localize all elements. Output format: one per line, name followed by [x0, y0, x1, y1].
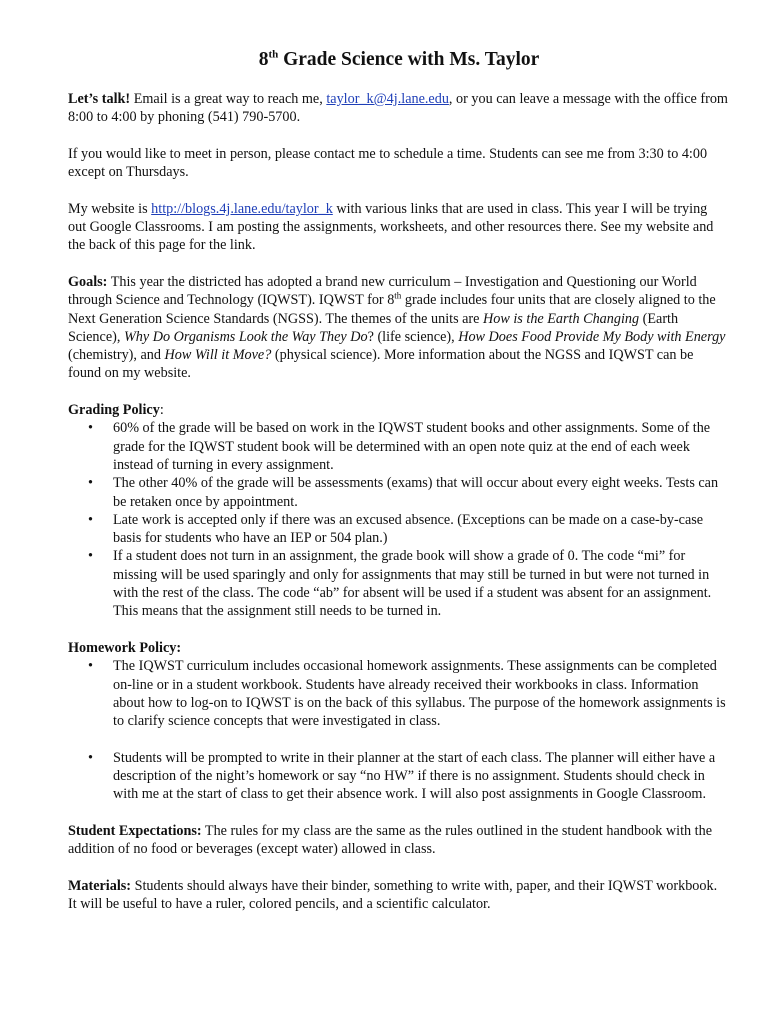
- bullet-icon: •: [88, 749, 93, 766]
- grading-heading: Grading Policy:: [68, 402, 164, 419]
- list-item: • The IQWST curriculum includes occasional homework assignments. These assignments can be completed on-line or in a student workbook. Students have already received their workbooks in class. Information about how to log-on to IQWST is on the back of this syllabus. The purpose of the homework assignments is to clarify science concepts that were investigated in class.: [88, 658, 726, 730]
- bullet-icon: •: [88, 475, 93, 492]
- expectations-label: Student Expectations:: [68, 822, 202, 839]
- list-item: • 60% of the grade will be based on work in the IQWST student books and other assignments. Some of the grade for the IQWST student book will be determined with an open note quiz at the end of each week instead of turning in every assignment.: [88, 420, 711, 473]
- bullet-icon: •: [88, 548, 93, 565]
- goals-paragraph: Goals: This year the districted has adopted a brand new curriculum – Investigation and Questioning our World through Science and Technology (IQWST). IQWST for 8th grade includes four units that are closely aligned to the Next Generation Science Standards (NGSS). The themes of the units are How is the Earth Changing (Earth Science), Why Do Organisms Look the Way They Do? (life science), How Does Food Provide My Body with Energy (chemistry), and How Will it Move? (physical science). More information about the NGSS and IQWST can be found on my website.: [68, 273, 726, 382]
- meeting-paragraph: If you would like to meet in person, please contact me to schedule a time. Students can see me from 3:30 to 4:00 except on Thursdays.: [68, 145, 708, 181]
- list-item: • Students will be prompted to write in their planner at the start of each class. The planner will either have a description of the night’s homework or say “no HW” if there is no assignment. Students should check in with me at the start of class to get their absence work. I will also post assignments in Google Classroom.: [88, 749, 716, 803]
- website-paragraph: My website is http://blogs.4j.lane.edu/taylor_k with various links that are used in class. This year I will be trying out Google Classrooms. I am posting the assignments, worksheets, and other resources there. See my website and the back of this page for the link.: [68, 200, 714, 254]
- list-item: • If a student does not turn in an assignment, the grade book will show a grade of 0. The code “mi” for missing will be used sparingly and only for assignments that may still be turned in but were not turned in with the rest of the class. The code “ab” for absent will be used if a student was absent for an assignment. This means that the assignment still needs to be turned in.: [88, 548, 712, 620]
- page-title: 8th Grade Science with Ms. Taylor: [258, 48, 540, 70]
- title-superscript: th: [268, 48, 279, 61]
- goals-label: Goals:: [68, 273, 108, 290]
- bullet-icon: •: [88, 420, 93, 437]
- list-item: • The other 40% of the grade will be assessments (exams) that will occur about every eight weeks. Tests can be retaken once by appointment.: [88, 475, 719, 510]
- bullet-icon: •: [88, 658, 93, 675]
- unit-title: How Will it Move?: [164, 347, 272, 364]
- unit-title: Why Do Organisms Look the Way They Do: [123, 328, 368, 345]
- email-link[interactable]: taylor_k@4j.lane.edu: [326, 91, 449, 107]
- homework-list: [68, 657, 728, 803]
- contact-label: Let’s talk!: [68, 91, 131, 107]
- unit-title: How is the Earth Changing: [483, 310, 640, 327]
- unit-title: How Does Food Provide My Body with Energy: [458, 328, 726, 345]
- materials-paragraph: Materials: Students should always have their binder, something to write with, paper, and their IQWST workbook. It will be useful to have a ruler, colored pencils, and a scientific calculator.: [68, 877, 718, 913]
- materials-label: Materials:: [68, 877, 132, 894]
- syllabus-page: [68, 48, 728, 932]
- contact-paragraph: Let’s talk! Email is a great way to reach me, taylor_k@4j.lane.edu, or you can leave a message with the office from 8:00 to 4:00 by phoning (541) 790-5700.: [68, 91, 728, 126]
- expectations-paragraph: Student Expectations: The rules for my class are the same as the rules outlined in the student handbook with the addition of no food or beverages (except water) allowed in class.: [68, 822, 712, 858]
- list-item: • Late work is accepted only if there was an excused absence. (Exceptions can be made on a case-by-case basis for students who have an IEP or 504 plan.): [88, 511, 704, 547]
- grading-list: [68, 419, 728, 620]
- homework-heading: Homework Policy:: [68, 639, 182, 656]
- bullet-icon: •: [88, 511, 93, 528]
- website-link[interactable]: http://blogs.4j.lane.edu/taylor_k: [151, 200, 333, 217]
